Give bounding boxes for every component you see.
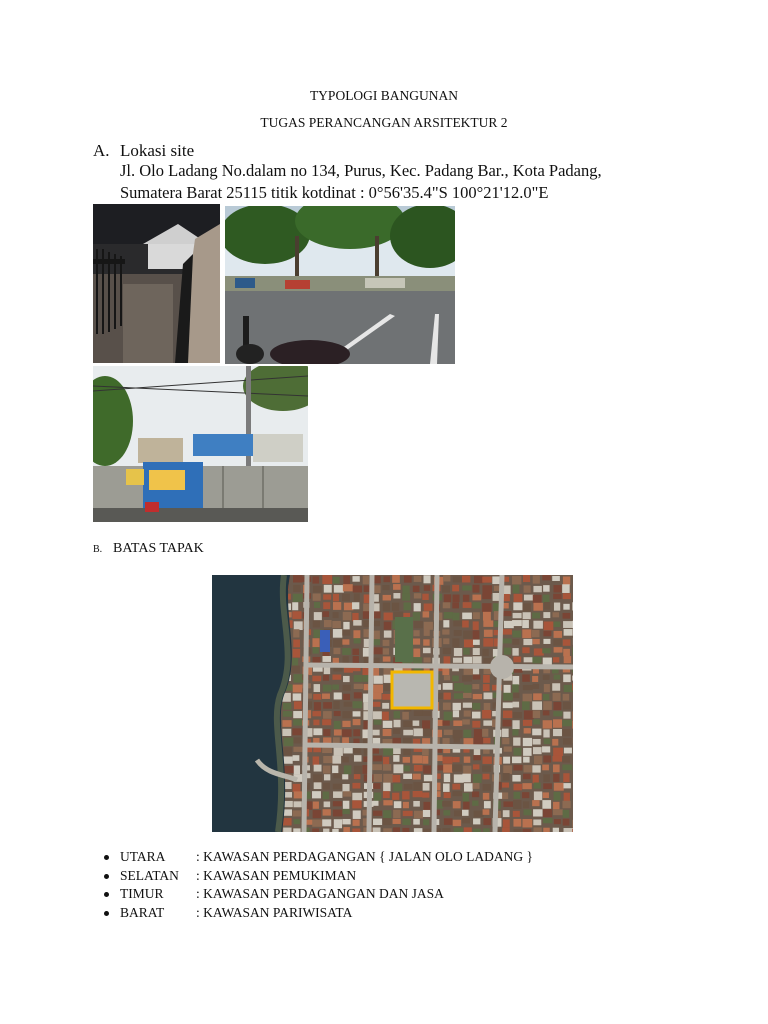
boundary-item-south: SELATAN : KAWASAN PEMUKIMAN	[104, 868, 533, 887]
site-address-line-2: Sumatera Barat 25115 titik kotdinat : 0°56'35.4"S 100°21'12.0"E	[120, 183, 549, 202]
satellite-site-map	[212, 575, 573, 832]
boundary-item-east: TIMUR : KAWASAN PERDAGANGAN DAN JASA	[104, 886, 533, 905]
bullet-icon	[104, 855, 109, 860]
section-a-title: Lokasi site	[120, 141, 195, 160]
section-a-heading	[93, 141, 194, 161]
section-b-heading	[93, 541, 204, 557]
section-b-title: BATAS TAPAK	[113, 541, 204, 556]
boundary-item-west: BARAT : KAWASAN PARIWISATA	[104, 905, 533, 924]
site-photo-parking	[225, 206, 455, 364]
document-title: TYPOLOGI BANGUNAN	[309, 88, 459, 103]
boundary-list	[104, 849, 533, 923]
bullet-icon	[104, 874, 109, 879]
site-photo-kiosk	[93, 366, 308, 522]
section-a-number: A.	[93, 141, 110, 160]
site-address-line-1: Jl. Olo Ladang No.dalam no 134, Purus, Kec. Padang Bar., Kota Padang,	[120, 161, 602, 180]
site-photo-gate	[93, 204, 220, 363]
document-subtitle: TUGAS PERANCANGAN ARSITEKTUR 2	[260, 115, 508, 130]
site-plot	[392, 672, 432, 708]
section-b-number: B.	[93, 544, 103, 555]
boundary-item-north: UTARA : KAWASAN PERDAGANGAN { JALAN OLO LADANG }	[104, 849, 533, 868]
bullet-icon	[104, 892, 109, 897]
bullet-icon	[104, 911, 109, 916]
